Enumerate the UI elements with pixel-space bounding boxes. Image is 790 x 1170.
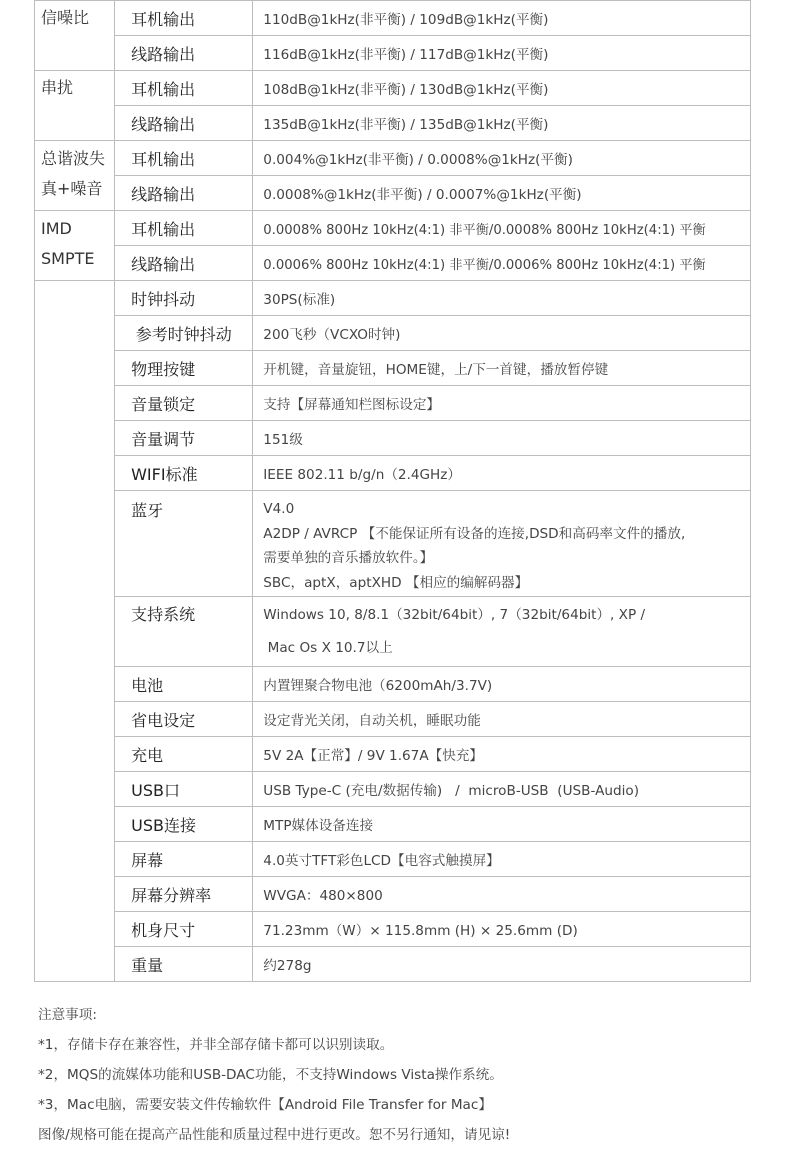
value-line: Windows 10, 8/8.1（32bit/64bit）, 7（32bit/64bit）, XP / bbox=[263, 607, 646, 623]
table-row bbox=[35, 386, 751, 421]
table-row bbox=[35, 281, 751, 316]
row-label: 时钟抖动 bbox=[115, 281, 253, 316]
row-label: 充电 bbox=[115, 737, 253, 772]
row-value: 108dB@1kHz(非平衡) / 130dB@1kHz(平衡) bbox=[253, 71, 751, 106]
row-label: 耳机输出 bbox=[115, 71, 253, 106]
value-line: Mac Os X 10.7以上 bbox=[263, 640, 393, 656]
note-item: *3，Mac电脑，需要安装文件传输软件【Android File Transfer for Mac】 bbox=[38, 1097, 492, 1113]
group-label-imd bbox=[35, 211, 115, 281]
spec-table bbox=[34, 0, 751, 982]
table-row bbox=[35, 667, 751, 702]
table-row bbox=[35, 211, 751, 246]
row-value bbox=[253, 491, 751, 597]
row-label: 线路输出 bbox=[115, 106, 253, 141]
row-label: 蓝牙 bbox=[115, 491, 253, 597]
table-row bbox=[35, 421, 751, 456]
row-value: 0.004%@1kHz(非平衡) / 0.0008%@1kHz(平衡) bbox=[253, 141, 751, 176]
value-line: A2DP / AVRCP 【不能保证所有设备的连接,DSD和高码率文件的播放, bbox=[263, 525, 686, 542]
note-item: 图像/规格可能在提高产品性能和质量过程中进行更改。恕不另行通知，请见谅! bbox=[38, 1127, 511, 1143]
empty-group-cell bbox=[35, 281, 115, 982]
table-row bbox=[35, 351, 751, 386]
row-label: 音量调节 bbox=[115, 421, 253, 456]
row-value: 支持【屏幕通知栏图标设定】 bbox=[253, 386, 751, 421]
table-row bbox=[35, 491, 751, 597]
group-label-snr: 信噪比 bbox=[35, 1, 115, 71]
note-item: *1，存储卡存在兼容性，并非全部存储卡都可以识别读取。 bbox=[38, 1037, 394, 1053]
table-row bbox=[35, 176, 751, 211]
row-label: 电池 bbox=[115, 667, 253, 702]
row-label: 线路输出 bbox=[115, 246, 253, 281]
row-value: 内置锂聚合物电池（6200mAh/3.7V) bbox=[253, 667, 751, 702]
table-row bbox=[35, 737, 751, 772]
row-value: USB Type-C (充电/数据传输) / microB-USB (USB-Audio) bbox=[253, 772, 751, 807]
row-label: 屏幕分辨率 bbox=[115, 877, 253, 912]
row-label: 省电设定 bbox=[115, 702, 253, 737]
table-row bbox=[35, 141, 751, 176]
row-label: 音量锁定 bbox=[115, 386, 253, 421]
table-row bbox=[35, 36, 751, 71]
row-value: 0.0006% 800Hz 10kHz(4:1) 非平衡/0.0006% 800Hz 10kHz(4:1) 平衡 bbox=[253, 246, 751, 281]
table-row bbox=[35, 106, 751, 141]
group-label-crosstalk: 串扰 bbox=[35, 71, 115, 141]
row-label: 屏幕 bbox=[115, 842, 253, 877]
notes-title: 注意事项: bbox=[38, 1007, 97, 1023]
table-row bbox=[35, 772, 751, 807]
table-row bbox=[35, 597, 751, 667]
row-value: 开机键，音量旋钮，HOME键，上/下一首键，播放暂停键 bbox=[253, 351, 751, 386]
value-line: V4.0 bbox=[263, 501, 295, 517]
row-value: 5V 2A【正常】/ 9V 1.67A【快充】 bbox=[253, 737, 751, 772]
row-label: 耳机输出 bbox=[115, 141, 253, 176]
row-value: 135dB@1kHz(非平衡) / 135dB@1kHz(平衡) bbox=[253, 106, 751, 141]
row-label: 耳机输出 bbox=[115, 1, 253, 36]
row-value: 71.23mm（W）× 115.8mm (H) × 25.6mm (D) bbox=[253, 912, 751, 947]
row-value: 200飞秒（VCXO时钟) bbox=[253, 316, 751, 351]
table-row bbox=[35, 1, 751, 36]
row-value bbox=[253, 597, 751, 667]
group-label-line: IMD bbox=[41, 219, 72, 238]
value-line: 需要单独的音乐播放软件。】 bbox=[263, 550, 434, 566]
row-label: 物理按键 bbox=[115, 351, 253, 386]
row-value: 0.0008% 800Hz 10kHz(4:1) 非平衡/0.0008% 800Hz 10kHz(4:1) 平衡 bbox=[253, 211, 751, 246]
table-row bbox=[35, 71, 751, 106]
table-row bbox=[35, 807, 751, 842]
table-row bbox=[35, 947, 751, 982]
row-value: 30PS(标准) bbox=[253, 281, 751, 316]
row-label: 线路输出 bbox=[115, 36, 253, 71]
note-item: *2，MQS的流媒体功能和USB-DAC功能，不支持Windows Vista操作系统。 bbox=[38, 1067, 503, 1083]
row-value: 116dB@1kHz(非平衡) / 117dB@1kHz(平衡) bbox=[253, 36, 751, 71]
row-value: 4.0英寸TFT彩色LCD【电容式触摸屏】 bbox=[253, 842, 751, 877]
group-label-line: 总谐波失 bbox=[41, 149, 106, 168]
row-value: WVGA：480×800 bbox=[253, 877, 751, 912]
row-value: 110dB@1kHz(非平衡) / 109dB@1kHz(平衡) bbox=[253, 1, 751, 36]
row-value: 约278g bbox=[253, 947, 751, 982]
table-row bbox=[35, 842, 751, 877]
row-label: 参考时钟抖动 bbox=[115, 316, 253, 351]
row-label: 耳机输出 bbox=[115, 211, 253, 246]
row-label: 机身尺寸 bbox=[115, 912, 253, 947]
group-label-line: 真+噪音 bbox=[41, 179, 103, 198]
table-row bbox=[35, 316, 751, 351]
table-row bbox=[35, 456, 751, 491]
row-label: WIFI标准 bbox=[115, 456, 253, 491]
table-row bbox=[35, 702, 751, 737]
notes-section bbox=[38, 1000, 510, 1150]
table-row bbox=[35, 912, 751, 947]
row-value: 0.0008%@1kHz(非平衡) / 0.0007%@1kHz(平衡) bbox=[253, 176, 751, 211]
row-label: USB口 bbox=[115, 772, 253, 807]
row-value: 设定背光关闭，自动关机，睡眠功能 bbox=[253, 702, 751, 737]
group-label-line: SMPTE bbox=[41, 249, 95, 268]
row-label: USB连接 bbox=[115, 807, 253, 842]
table-row bbox=[35, 246, 751, 281]
row-label: 重量 bbox=[115, 947, 253, 982]
table-row bbox=[35, 877, 751, 912]
value-line: SBC，aptX，aptXHD 【相应的编解码器】 bbox=[263, 574, 529, 591]
group-label-thdn bbox=[35, 141, 115, 211]
row-label: 线路输出 bbox=[115, 176, 253, 211]
row-value: IEEE 802.11 b/g/n（2.4GHz） bbox=[253, 456, 751, 491]
row-value: 151级 bbox=[253, 421, 751, 456]
row-value: MTP媒体设备连接 bbox=[253, 807, 751, 842]
row-label: 支持系统 bbox=[115, 597, 253, 667]
